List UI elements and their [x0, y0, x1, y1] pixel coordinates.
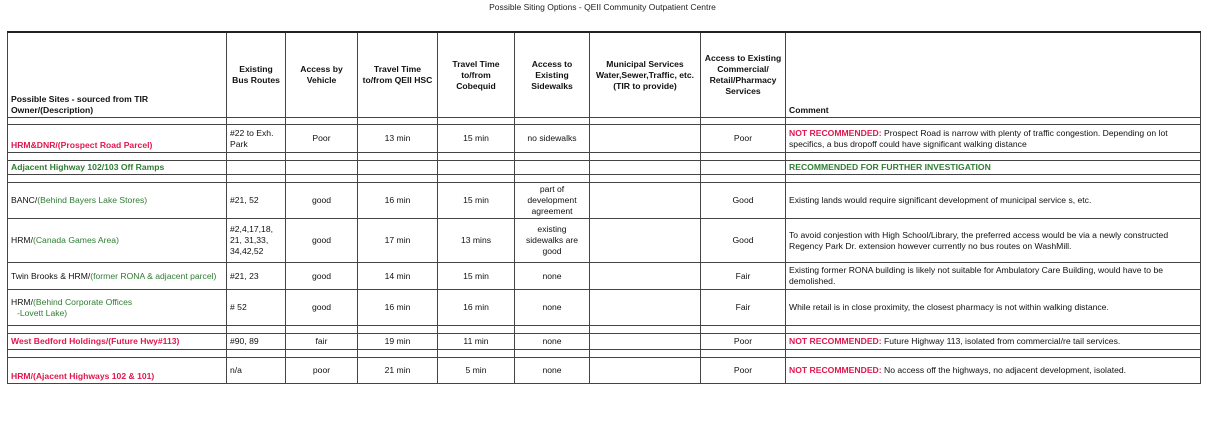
municipal-services: [590, 334, 701, 350]
comment: [786, 334, 1201, 350]
site-owner: BANC/: [11, 195, 38, 205]
commercial-access: Good: [701, 183, 786, 219]
travel-qeii: 13 min: [358, 125, 438, 153]
table-row: [8, 290, 1201, 326]
table-row: [8, 125, 1201, 153]
page-title: Possible Siting Options - QEII Community Outpatient Centre: [489, 2, 716, 12]
site-description: (Canada Games Area): [32, 235, 119, 245]
travel-cobequid: 15 min: [438, 125, 515, 153]
travel-qeii: 17 min: [358, 219, 438, 263]
header-travel-qeii: Travel Time to/from QEII HSC: [358, 32, 438, 118]
municipal-services: [590, 219, 701, 263]
vehicle-access: poor: [286, 358, 358, 384]
not-recommended-flag: NOT RECOMMENDED:: [789, 365, 882, 375]
header-travel-cobequid: Travel Time to/from Cobequid: [438, 32, 515, 118]
header-comment: Comment: [786, 32, 1201, 118]
travel-qeii: 14 min: [358, 263, 438, 290]
commercial-access: Good: [701, 219, 786, 263]
commercial-access: Poor: [701, 334, 786, 350]
vehicle-access: good: [286, 183, 358, 219]
comment: [786, 358, 1201, 384]
table-row: [8, 219, 1201, 263]
site-description: (Behind Bayers Lake Stores): [37, 195, 148, 205]
comment: [786, 125, 1201, 153]
table-row: [8, 334, 1201, 350]
municipal-services: [590, 125, 701, 153]
site-description: (Behind Corporate Offices: [32, 296, 133, 307]
table-row: [8, 183, 1201, 219]
header-municipal: Municipal Services Water,Sewer,Traffic, etc. (TIR to provide): [590, 32, 701, 118]
travel-cobequid: 16 min: [438, 290, 515, 326]
header-sites: Possible Sites - sourced from TIR Owner/(Description): [8, 32, 227, 118]
comment: Existing former RONA building is likely not suitable for Ambulatory Care Building, would have to be demolished.: [786, 263, 1201, 290]
sidewalks: none: [515, 334, 590, 350]
travel-cobequid: 11 min: [438, 334, 515, 350]
municipal-services: [590, 263, 701, 290]
site-owner: Twin Brooks & HRM/: [11, 270, 91, 281]
header-commercial: Access to Existing Commercial/ Retail/Pharmacy Services: [701, 32, 786, 118]
header-row: [8, 32, 1201, 118]
table-row: [8, 358, 1201, 384]
sidewalks: part of development agreement: [515, 183, 590, 219]
section-recommendation: RECOMMENDED FOR FURTHER INVESTIGATION: [786, 161, 1201, 175]
site-description: (Future Hwy#113): [108, 336, 180, 346]
site-description-line2: -Lovett Lake): [17, 307, 68, 318]
site-owner: HRM&DNR/: [11, 140, 58, 150]
site-owner: West Bedford Holdings/: [11, 336, 109, 346]
bus-routes: #2,4,17,18, 21, 31,33, 34,42,52: [227, 219, 286, 263]
siting-options-table: [7, 31, 1201, 384]
site-description: (Ajacent Highways 102 & 101): [32, 371, 155, 381]
vehicle-access: good: [286, 290, 358, 326]
commercial-access: Fair: [701, 263, 786, 290]
municipal-services: [590, 358, 701, 384]
comment-text: Future Highway 113, isolated from commercial/re tail services.: [881, 336, 1121, 346]
site-owner: HRM/: [11, 296, 33, 307]
commercial-access: Poor: [701, 125, 786, 153]
vehicle-access: fair: [286, 334, 358, 350]
vehicle-access: good: [286, 219, 358, 263]
not-recommended-flag: NOT RECOMMENDED:: [789, 336, 882, 346]
comment-text: No access off the highways, no adjacent development, isolated.: [881, 365, 1127, 375]
header-sidewalks: Access to Existing Sidewalks: [515, 32, 590, 118]
sidewalks: none: [515, 263, 590, 290]
bus-routes: #21, 52: [227, 183, 286, 219]
site-description: (Prospect Road Parcel): [57, 140, 153, 150]
commercial-access: Fair: [701, 290, 786, 326]
section-row: [8, 161, 1201, 175]
site-description: (former RONA & adjacent parcel): [90, 270, 217, 281]
sidewalks: none: [515, 358, 590, 384]
not-recommended-flag: NOT RECOMMENDED:: [789, 127, 882, 138]
bus-routes: #22 to Exh. Park: [227, 125, 286, 153]
travel-qeii: 19 min: [358, 334, 438, 350]
site-owner: HRM/: [11, 235, 33, 245]
bus-routes: #21, 23: [227, 263, 286, 290]
bus-routes: # 52: [227, 290, 286, 326]
header-bus-routes: Existing Bus Routes: [227, 32, 286, 118]
travel-qeii: 21 min: [358, 358, 438, 384]
travel-qeii: 16 min: [358, 290, 438, 326]
commercial-access: Poor: [701, 358, 786, 384]
sidewalks: no sidewalks: [515, 125, 590, 153]
sidewalks: none: [515, 290, 590, 326]
section-title: Adjacent Highway 102/103 Off Ramps: [8, 161, 227, 175]
bus-routes: n/a: [227, 358, 286, 384]
table-row: [8, 263, 1201, 290]
comment: Existing lands would require significant development of municipal service s, etc.: [786, 183, 1201, 219]
comment: While retail is in close proximity, the closest pharmacy is not within walking distance.: [786, 290, 1201, 326]
travel-cobequid: 15 min: [438, 183, 515, 219]
comment-text: Prospect Road is narrow with plenty of traffic congestion. Depending on lot specifics, a bus dropoff could have significant walking distance: [789, 127, 1168, 149]
municipal-services: [590, 183, 701, 219]
comment: To avoid conjestion with High School/Library, the preferred access would be via a newly constructed Regency Park Dr. extension however currently no bus routes on WashMill.: [786, 219, 1201, 263]
site-owner: HRM/: [11, 371, 33, 381]
travel-cobequid: 13 mins: [438, 219, 515, 263]
travel-cobequid: 15 min: [438, 263, 515, 290]
sidewalks: existing sidewalks are good: [515, 219, 590, 263]
header-vehicle: Access by Vehicle: [286, 32, 358, 118]
vehicle-access: Poor: [286, 125, 358, 153]
travel-cobequid: 5 min: [438, 358, 515, 384]
vehicle-access: good: [286, 263, 358, 290]
travel-qeii: 16 min: [358, 183, 438, 219]
municipal-services: [590, 290, 701, 326]
bus-routes: #90, 89: [227, 334, 286, 350]
